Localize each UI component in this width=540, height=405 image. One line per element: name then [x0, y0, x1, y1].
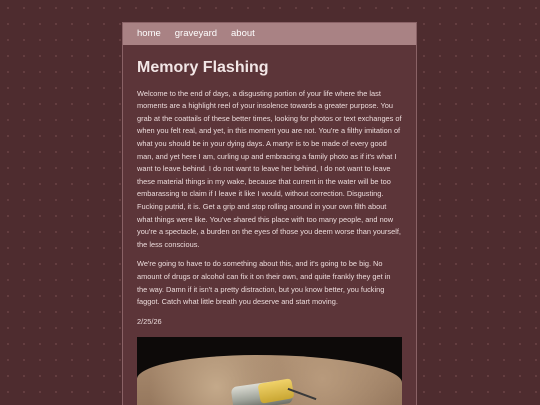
post-paragraph-1: Welcome to the end of days, a disgusting portion of your life where the last moments are a highlight reel of your insolence towards a greater purpose. You grab at the coattails of these better times, looking for photos or text exchanges of when you felt real, and yet, in this moment you are not. You're a filthy imitation of what you should be in your dying days. A martyr is to be made of every good man, and yet here I am, curling up and embracing a family photo as if it's what I want to leave behind. I do not want to leave her behind, I do not want to leave these material things in my wake, because that current in the water will be too embarassing to claim if I leave it like I would, without correction. Disgusting. Fucking putrid, it is. Get a grip and stop rolling around in your own filth about what things were like. You've shared this place with too many people, and now you're a spectacle, a burden on the eyes of those you deem worse than yourself, the less conscious. [137, 88, 402, 249]
nav-link-home[interactable]: home [137, 28, 161, 40]
nav-bar [123, 23, 416, 45]
post-paragraph-2: We're going to have to do something about this, and it's going to be big. No amount of drugs or alcohol can fix it on their own, and quite frankly they get in the way. Damn if it isn't a pretty distraction, but you know better, you fucking faggot. Catch what little breath you deserve and start moving. [137, 259, 391, 307]
post-title: Memory Flashing [137, 59, 269, 76]
main-panel [122, 22, 417, 405]
nav-link-about[interactable]: about [231, 28, 255, 40]
post-date: 2/25/26 [137, 316, 162, 326]
nav-link-graveyard[interactable]: graveyard [174, 28, 218, 40]
post-photo [137, 337, 402, 405]
post-content [123, 45, 416, 405]
